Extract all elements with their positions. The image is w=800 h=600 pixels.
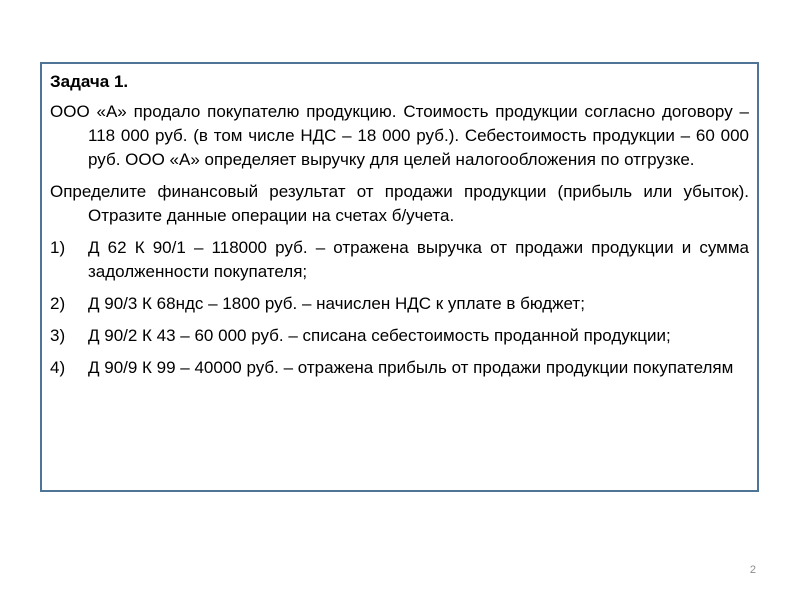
step-text: Д 90/3 К 68ндс – 1800 руб. – начислен НДС к уплате в бюджет; — [88, 294, 585, 313]
step-text: Д 90/9 К 99 – 40000 руб. – отражена прибыль от продажи продукции покупателям — [88, 358, 734, 377]
step-text: Д 62 К 90/1 – 118000 руб. – отражена выручка от продажи продукции и сумма задолженности покупателя; — [88, 238, 749, 281]
solution-steps-list — [50, 236, 749, 380]
page-number: 2 — [749, 564, 756, 576]
task-box — [40, 62, 759, 492]
task-condition-paragraph: ООО «А» продало покупателю продукцию. Стоимость продукции согласно договору – 118 000 руб. (в том числе НДС – 18 000 руб.). Себестоимость продукции – 60 000 руб. ООО «А» определяет выручку для целей налогообложения по отгрузке. — [50, 102, 749, 169]
solution-step-1 — [50, 236, 749, 284]
solution-step-2 — [50, 292, 749, 316]
step-text: Д 90/2 К 43 – 60 000 руб. – списана себестоимость проданной продукции; — [88, 326, 671, 345]
task-question-paragraph: Определите финансовый результат от продажи продукции (прибыль или убыток). Отразите данные операции на счетах б/учета. — [50, 182, 749, 225]
task-title: Задача 1. — [50, 72, 129, 91]
step-number: 2) — [50, 294, 66, 313]
solution-step-3 — [50, 324, 749, 348]
step-number: 3) — [50, 326, 66, 345]
solution-step-4 — [50, 356, 749, 380]
step-number: 4) — [50, 358, 66, 377]
step-number: 1) — [50, 238, 66, 257]
